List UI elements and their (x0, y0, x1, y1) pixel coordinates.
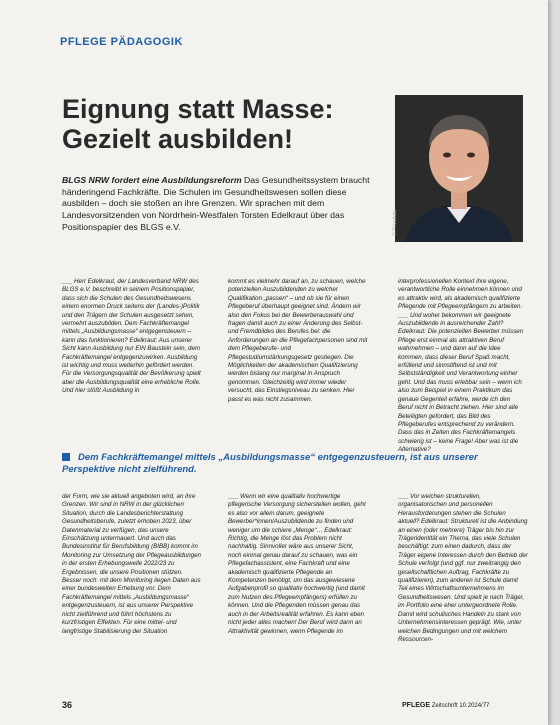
pull-quote-text: Dem Fachkräftemangel mittels „Ausbildungsmasse“ entgegenzusteuern, ist aus unserer Perspektive nicht zielführend. (62, 452, 478, 475)
rubric-section: PFLEGE (60, 36, 108, 48)
column-5 (228, 493, 368, 636)
column-1 (62, 278, 204, 396)
column-1-text: ___ Herr Edelkraut, der Landesverband NRW des BLGS e.V. beschreibt in seinem Positionspapier, dass sich die Schulen des Gesundheitswesens einem enormen Druck seitens der (Landes-)Politik und den Trägern der Schulen ausgesetzt sehen, vermehrt auszubilden. Dem Fachkräftemangel mittels „Ausbildungsmasse“ entgegensteuern – kann das funktionieren? Edelkraut: Aus unserer Sicht kann Ausbildung nur EIN Baustein sein, dem Fachkräftemangel entgegenzuwirken. Ausbildung ist wichtig und muss weiterhin gefördert werden. Für die Versorgungsqualität der Bevölkerung spielt aber die Ausbildungsqualität eine erhebliche Rolle. Und hier stößt Ausbildung in (62, 278, 201, 395)
lead-text: Das Gesundheitssystem braucht händeringend Fachkräfte. Die Schulen im Gesundheitswesen sollen diese ausbilden – doch sie stoßen an ihre Grenzen. Wir sprachen mit dem Landesvorsitzenden von Nordrhein-Westfalen Torsten Edelkraut über das Positionspapier des BLGS e.V. (62, 175, 370, 232)
quote-marker-icon (62, 453, 70, 461)
portrait-photo (392, 95, 523, 242)
magazine-footer (402, 702, 489, 709)
pull-quote (62, 452, 522, 476)
magazine-name: PFLEGE (402, 702, 431, 709)
page-number: 36 (62, 700, 73, 710)
photo-credit: © Privatfoto (392, 209, 398, 236)
portrait-illustration (395, 95, 523, 242)
column-2-text: kommt es vielmehr darauf an, zu schauen, welche potenziellen Auszubildenden zu welcher Qualifikation „passen“ – und ob sie für einen Pflegeberuf überhaupt geeignet sind. Ändern wir also den Fokus bei der Bewerberauswahl und fragen damit auch zu einer Änderung des Selbst- und Fremdbildes des Berufes bei: die Anforderungen an die Pflegefachpersonen sind mit dem Pflegeberufe- und Pflegestudiumstärkungsgesetz gestiegen. Die Möglichkeiten der akademischen Qualifizierung werden bislang nur marginal in Anspruch genommen. Gleichzeitig wird immer wieder versucht, das Einstiegsniveau zu senken. Hier passt es was nicht zusammen. (228, 278, 368, 403)
lead-bold: BLGS NRW fordert eine Ausbildungsreform (62, 175, 242, 185)
article-lead (62, 175, 384, 234)
column-4 (62, 493, 202, 636)
column-3 (398, 278, 526, 455)
column-2 (228, 278, 368, 404)
magazine-issue: Zeitschrift 10.2024/77 (431, 703, 490, 709)
article-title: Eignung statt Masse: Gezielt ausbilden! (62, 94, 334, 154)
section-rubric (60, 36, 183, 48)
column-5-text: ___ Wenn wir eine qualitativ hochwertige pflegerische Versorgung sicherstellen wollen, geht es also vor allem darum, geeignete Bewerber*innen/Auszubildende zu finden und weniger um die schiere „Menge“… Edelkraut: Richtig, die Menge löst das Problem nicht nachhaltig. Sinnvoller wäre aus unserer Sicht, noch einmal genau darauf zu schauen, was ein Pflegefachassistent, eine Fachkraft und eine akademisch qualifizierte Pflegende an Kompetenzen benötigt, um das ausgewiesene Aufgabenprofil so qualitativ hochwertig (und damit zum Nutzen des Pflegeempfängers) erfüllen zu können. Und die Pflegenden müssen genau das auch in der Arbeitsrealität erfahren. Es kann eben nicht jeder alles machen! Der Beruf wird dann an Attraktivität gewinnen, wenn Pflegende im (228, 493, 366, 635)
rubric-topic: PÄDAGOGIK (110, 36, 183, 48)
column-4-text: der Form, wie sie aktuell angeboten wird, an ihre Grenzen. Wir sind in NRW in der glücklichen Situation, durch die Landesberichterstattung Gesundheitsberufe, zuletzt erhoben 2023, über Datenmaterial zu verfügen, das unsere Einschätzung untermauert. Und auch das Bundesinstitut für Berufsbildung (BIBB) kommt im Monitoring zur Umsetzung der Pflegeausbildungen in der ersten Erhebungswelle 2022/23 zu Ergebnissen, die unsere Positionen stützen. Besser noch: mit dem Monitoring liegen Daten aus einer bundesweiten Erhebung vor. Dem Fachkräftemangel mittels „Ausbildungsmasse“ entgegenzusteuern, ist aus unserer Perspektive nicht zielführend und führt höchstens zu kurzfristigen Effekten. Für eine mittel- und langfristige Stabilisierung der Situation (62, 493, 201, 635)
column-6-text: ___ Vor welchen strukturellen, organisatorischen und personellen Herausforderungen stehen die Schulen aktuell? Edelkraut: Strukturell ist die Anbindung an einen (oder mehrere) Träger bis hin zur Trägeridentität ein Thema, das viele Schulen beschäftigt: zum einen dadurch, dass der Träger eigene Interessen durch den Betrieb der Schule verfolgt (und ggf. nur zweitrangig den gesellschaftlichen Auftrag, Fachkräfte zu qualifizieren), zum anderen ist Schule damit Teil eines Wirtschaftsunternehmens im Gesundheitswesen. Und spielt je nach Träger, im Portfolio eine eher untergeordnete Rolle. Damit wird schulisches Handeln zu stark von Unternehmensinteressen geprägt. Wie, unter welchen Bedingungen und mit welchem Ressourcen- (398, 493, 528, 643)
column-6 (398, 493, 528, 644)
column-3-text: interprofessionellen Kontext ihre eigene, verantwortliche Rolle einnehmen können und es attraktiv wird, als akademisch qualifizierte Pflegende mit Pflegeempfängern zu arbeiten. ___ Und woher bekommen wir geeignete Auszubildende in ausreichender Zahl? Edelkraut: Die potenziellen Bewerber müssen Pflege erst einmal als attraktiven Beruf wahrnehmen – und dann auf die Idee kommen, dass dieser Beruf Spaß macht, erfüllend und sinnstiftend ist und mit Selbstständigkeit und Verantwortung einher geht. Und das muss erlebbar sein – wenn ich also zum Beispiel in einem Praktikum das genaue Gegenteil erfahre, werde ich den Beruf nicht in Betracht ziehen. Hier sind alle Beteiligten gefordert, das Bild des Pflegeberufes entsprechend zu verändern. Dass das in Zeiten des Fachkräftemangels schwierig ist – keine Frage! Aber was ist die Alternative? (398, 278, 524, 454)
